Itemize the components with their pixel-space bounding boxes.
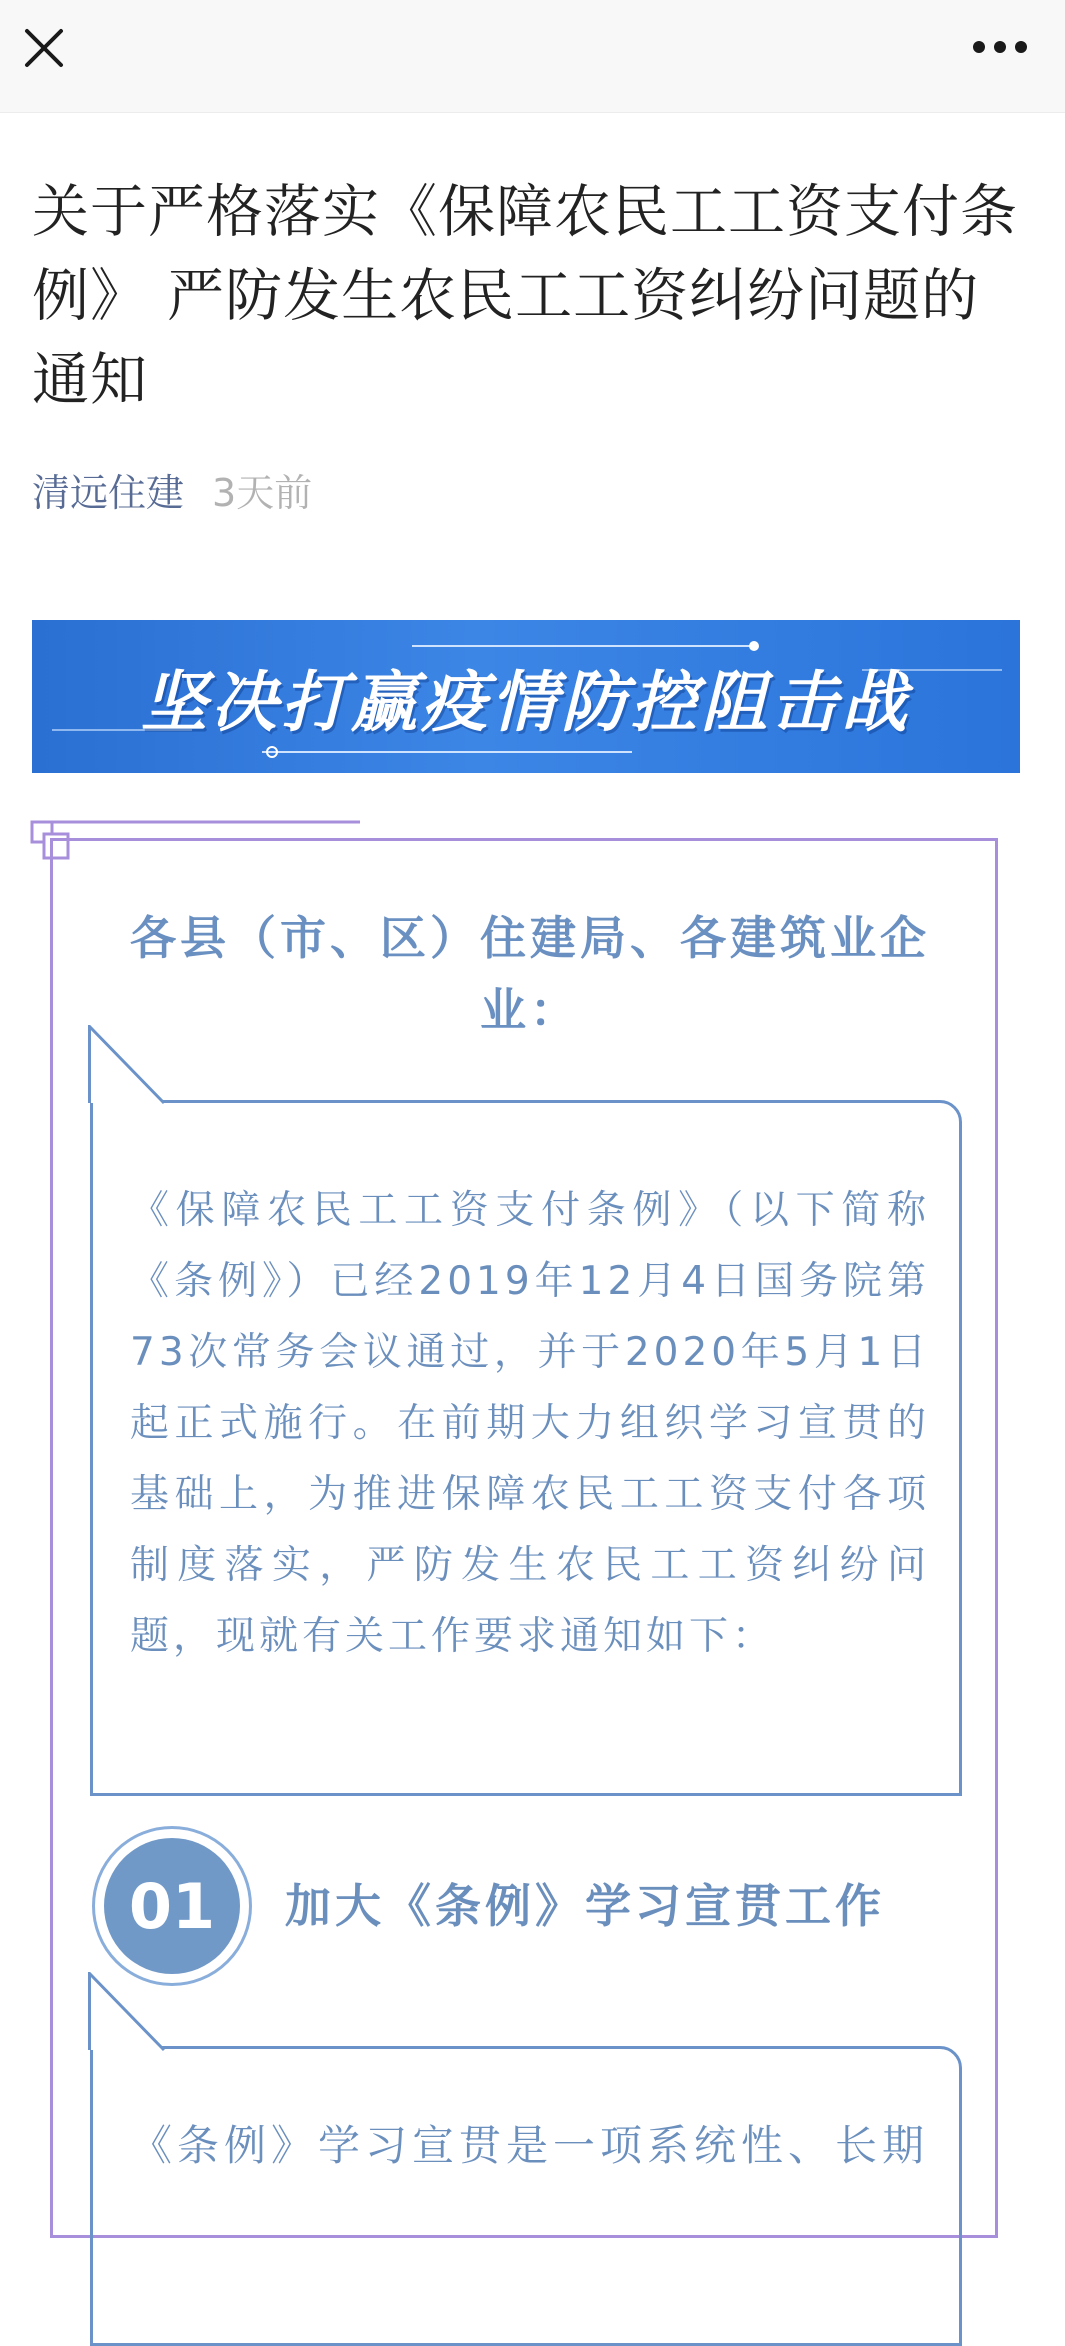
section-number: 01 bbox=[104, 1838, 240, 1974]
section-body-text: 《条例》学习宣贯是一项系统性、长期 bbox=[130, 2121, 930, 2170]
banner-text: 坚决打赢疫情防控阻击战 bbox=[141, 664, 911, 741]
more-options-button[interactable] bbox=[965, 22, 1035, 72]
section-callout-box bbox=[90, 2046, 962, 2346]
source-account-link[interactable]: 清远住建 bbox=[32, 471, 185, 515]
more-dots-icon bbox=[972, 40, 1028, 54]
banner-image bbox=[32, 620, 1020, 773]
addressee-heading: 各县（市、区）住建局、各建筑业企业： bbox=[130, 911, 930, 1037]
top-navigation-bar bbox=[0, 0, 1065, 113]
close-icon bbox=[24, 28, 64, 68]
section-number-badge bbox=[92, 1826, 252, 1986]
close-button[interactable] bbox=[14, 18, 74, 78]
intro-paragraph: 《保障农民工工资支付条例》（以下简称《条例》）已经2019年12月4日国务院第73次常务会议通过，并于2020年5月1日起正式施行。在前期大力组织学习宣贯的基础上，为推进保障农民工工资支付各项制度落实，严防发生农民工工资纠纷问题，现就有关工作要求通知如下： bbox=[130, 1188, 930, 1659]
publish-time: 3天前 bbox=[212, 471, 313, 515]
article-title: 关于严格落实《保障农民工工资支付条例》 严防发生农民工工资纠纷问题的通知 bbox=[32, 179, 1018, 413]
callout-tail-decoration bbox=[88, 1025, 188, 1105]
article-meta bbox=[32, 468, 312, 518]
section-title: 加大《条例》学习宣贯工作 bbox=[285, 1879, 885, 1933]
callout-tail-decoration bbox=[88, 1972, 188, 2052]
